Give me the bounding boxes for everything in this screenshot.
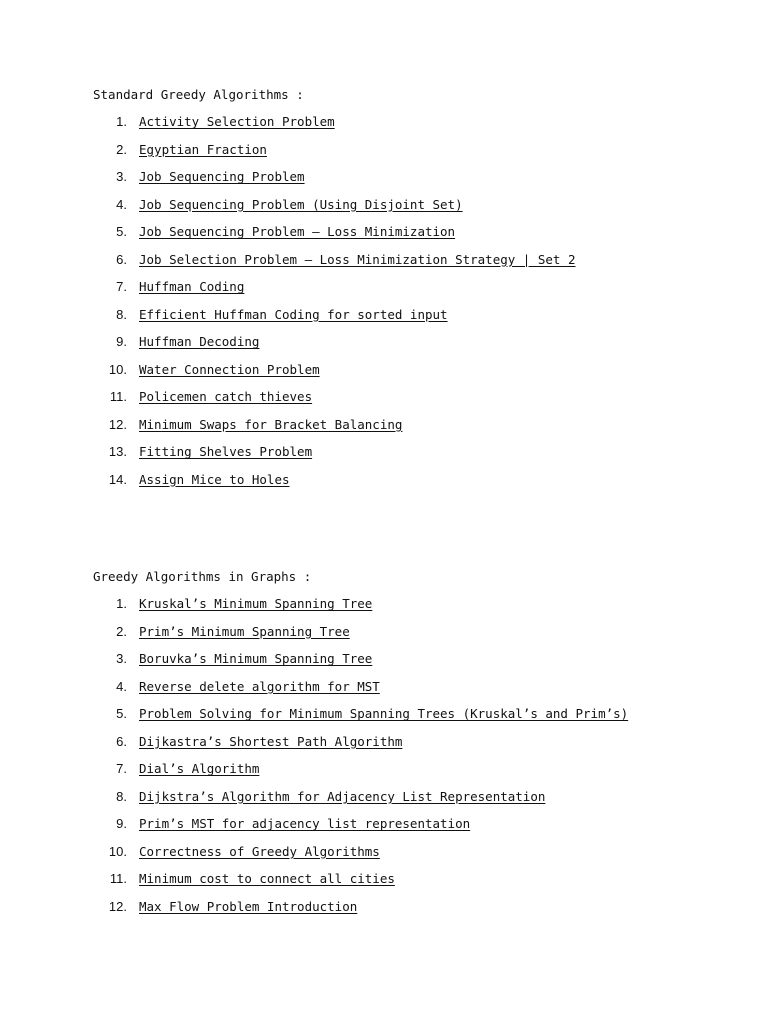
item-number: 14. [108, 471, 127, 487]
item-link[interactable]: Job Selection Problem – Loss Minimization Strategy | Set 2 [139, 251, 576, 267]
item-number: 1. [116, 114, 127, 130]
item-link[interactable]: Job Sequencing Problem (Using Disjoint Set) [139, 196, 463, 212]
item-number: 5. [116, 224, 127, 240]
item-link[interactable]: Job Sequencing Problem [139, 169, 305, 185]
item-link[interactable]: Prim’s Minimum Spanning Tree [139, 623, 350, 639]
item-link[interactable]: Huffman Coding [139, 279, 245, 295]
item-link[interactable]: Fitting Shelves Problem [139, 444, 313, 460]
item-number: 11. [109, 389, 127, 405]
list-item [93, 898, 733, 926]
list-item [93, 815, 733, 843]
list-item [93, 788, 733, 816]
section-heading: Greedy Algorithms in Graphs : [93, 569, 312, 584]
item-link[interactable]: Job Sequencing Problem – Loss Minimization [139, 224, 456, 240]
item-number: 9. [116, 334, 127, 350]
list-item [93, 623, 733, 651]
list-item [93, 760, 733, 788]
item-number: 13. [108, 444, 127, 460]
list-item [93, 843, 733, 871]
list-item [93, 733, 733, 761]
list-item [93, 443, 733, 471]
item-number: 5. [116, 706, 127, 722]
item-link[interactable]: Policemen catch thieves [139, 389, 313, 405]
list-item [93, 471, 733, 499]
list-item [93, 141, 733, 169]
item-link[interactable]: Huffman Decoding [139, 334, 260, 350]
item-number: 9. [116, 816, 127, 832]
algorithm-list [93, 595, 733, 925]
section-greedy-graphs [93, 568, 733, 925]
list-item [93, 168, 733, 196]
list-item [93, 278, 733, 306]
item-link[interactable]: Correctness of Greedy Algorithms [139, 843, 380, 859]
list-item [93, 705, 733, 733]
item-link[interactable]: Water Connection Problem [139, 361, 320, 377]
item-link[interactable]: Dial’s Algorithm [139, 761, 260, 777]
item-number: 8. [116, 306, 127, 322]
section-standard-greedy [93, 86, 733, 498]
list-item [93, 223, 733, 251]
item-link[interactable]: Activity Selection Problem [139, 114, 335, 130]
item-link[interactable]: Minimum Swaps for Bracket Balancing [139, 416, 403, 432]
section-heading: Standard Greedy Algorithms : [93, 87, 304, 102]
item-number: 12. [108, 898, 127, 914]
item-number: 4. [116, 196, 127, 212]
item-link[interactable]: Reverse delete algorithm for MST [139, 678, 380, 694]
list-item [93, 251, 733, 279]
item-number: 1. [116, 596, 127, 612]
algorithm-list [93, 113, 733, 498]
item-number: 7. [116, 279, 127, 295]
item-number: 11. [109, 871, 127, 887]
list-item [93, 361, 733, 389]
list-item [93, 113, 733, 141]
item-link[interactable]: Egyptian Fraction [139, 141, 267, 157]
item-number: 6. [116, 251, 127, 267]
list-item [93, 333, 733, 361]
item-link[interactable]: Dijkastra’s Shortest Path Algorithm [139, 733, 403, 749]
item-number: 10. [108, 361, 127, 377]
item-number: 3. [116, 651, 127, 667]
list-item [93, 870, 733, 898]
item-link[interactable]: Prim’s MST for adjacency list representation [139, 816, 471, 832]
item-number: 3. [116, 169, 127, 185]
item-number: 2. [116, 623, 127, 639]
list-item [93, 306, 733, 334]
item-number: 12. [108, 416, 127, 432]
list-item [93, 416, 733, 444]
list-item [93, 678, 733, 706]
item-link[interactable]: Problem Solving for Minimum Spanning Trees (Kruskal’s and Prim’s) [139, 706, 629, 722]
item-number: 7. [116, 761, 127, 777]
item-number: 4. [116, 678, 127, 694]
item-number: 2. [116, 141, 127, 157]
item-link[interactable]: Assign Mice to Holes [139, 471, 290, 487]
item-link[interactable]: Max Flow Problem Introduction [139, 898, 358, 914]
item-number: 6. [116, 733, 127, 749]
list-item [93, 388, 733, 416]
item-link[interactable]: Minimum cost to connect all cities [139, 871, 395, 887]
item-number: 8. [116, 788, 127, 804]
list-item [93, 196, 733, 224]
item-link[interactable]: Dijkstra’s Algorithm for Adjacency List Representation [139, 788, 546, 804]
item-link[interactable]: Kruskal’s Minimum Spanning Tree [139, 596, 373, 612]
item-link[interactable]: Boruvka’s Minimum Spanning Tree [139, 651, 373, 667]
list-item [93, 595, 733, 623]
item-link[interactable]: Efficient Huffman Coding for sorted input [139, 306, 448, 322]
list-item [93, 650, 733, 678]
item-number: 10. [108, 843, 127, 859]
